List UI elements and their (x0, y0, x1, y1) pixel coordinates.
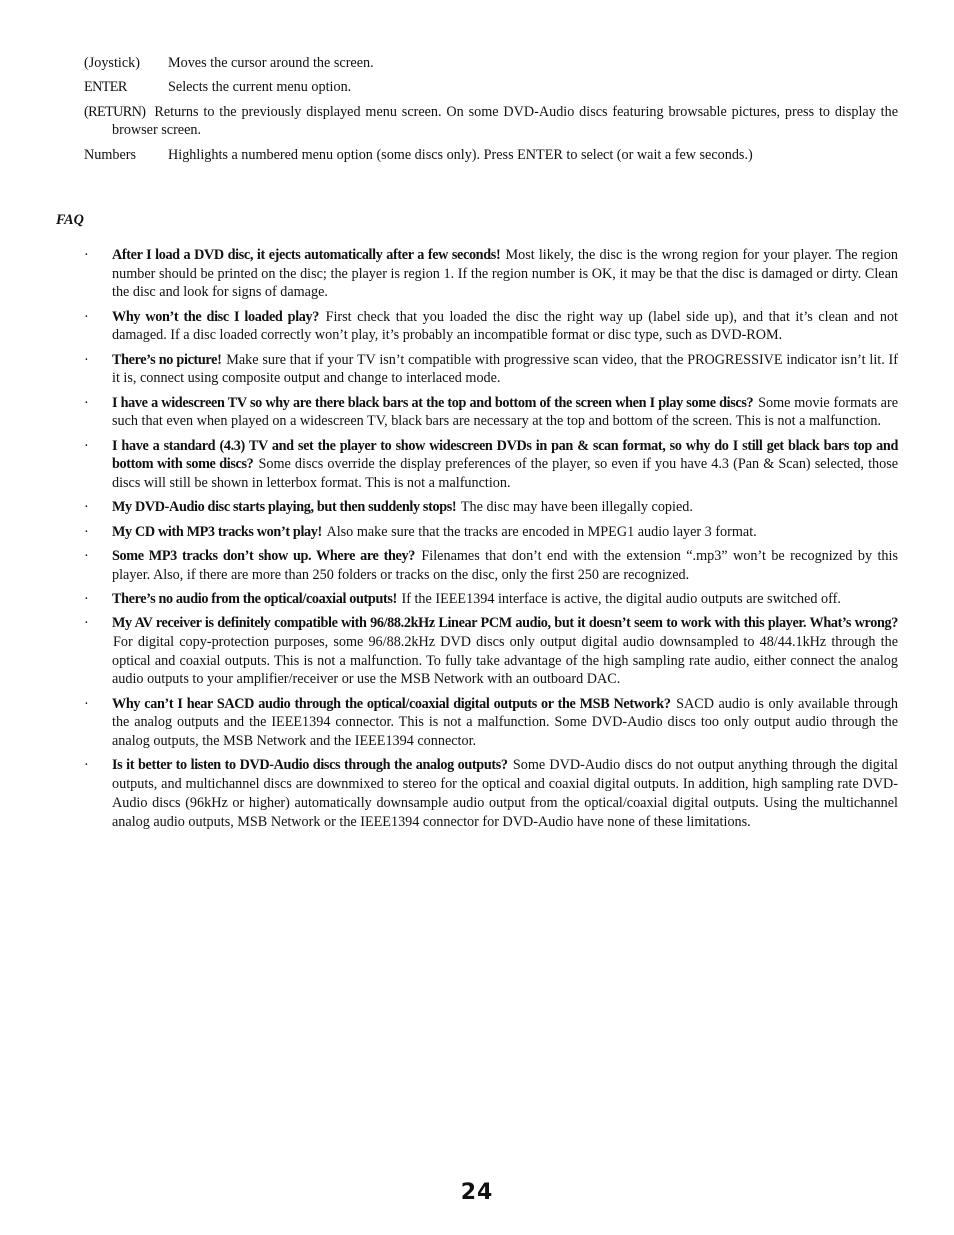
bullet-marker: · (84, 437, 89, 454)
control-description: Returns to the previously displayed menu screen. On some DVD-Audio discs featuring browsable pictures, press to display the browser screen. (112, 103, 898, 139)
bullet-marker: · (84, 247, 89, 263)
faq-item (84, 614, 898, 689)
faq-question: I have a standard (4.3) TV and set the player to show widescreen DVDs in pan & scan format, so why do I still get black bars top and bottom with some discs? (112, 437, 898, 473)
faq-answer: Make sure that if your TV isn’t compatible with progressive scan video, that the PROGRESSIVE indicator isn’t lit. If it is, connect using composite output and change to interlaced mode. (112, 351, 898, 387)
faq-item (84, 498, 898, 517)
control-row-enter (84, 78, 898, 97)
faq-answer: Some DVD-Audio discs do not output anything through the digital outputs, and multichannel discs are downmixed to stereo for the optical and coaxial digital outputs. In addition, high sampling rate DVD-Audio discs (96kHz or higher) automatically downsample audio output from the optical/coaxial digital outputs. Using the multichannel analog audio outputs, MSB Network or the IEEE1394 connector for DVD-Audio have none of these limitations. (112, 757, 898, 830)
bullet-marker: · (84, 591, 89, 607)
faq-answer: SACD audio is only available through the analog outputs and the IEEE1394 connector. This is not a malfunction. Some DVD-Audio discs too only output audio through the analog outputs, the MSB Network and the IEEE1394 connector. (112, 695, 899, 750)
faq-question: Why won’t the disc I loaded play? (112, 308, 320, 325)
faq-item (84, 246, 898, 302)
control-key: ENTER (84, 79, 127, 96)
bullet-marker: · (84, 308, 89, 325)
bullet-marker: · (84, 351, 89, 368)
faq-item (84, 437, 898, 493)
faq-answer: Some movie formats are such that even when played on a widescreen TV, black bars are necessary at the top and bottom of the screen. This is not a malfunction. (112, 394, 899, 430)
control-description: Highlights a numbered menu option (some discs only). Press ENTER to select (or wait a few seconds.) (168, 146, 753, 163)
faq-question: After I load a DVD disc, it ejects automatically after a few seconds! (112, 247, 501, 263)
faq-answer: If the IEEE1394 interface is active, the digital audio outputs are switched off. (401, 591, 841, 607)
faq-item (84, 547, 898, 584)
bullet-marker: · (84, 548, 89, 564)
bullet-marker: · (84, 695, 89, 712)
faq-item (84, 308, 898, 345)
control-row-return (84, 103, 898, 140)
faq-item (84, 523, 898, 542)
bullet-marker: · (84, 523, 89, 540)
faq-question: I have a widescreen TV so why are there black bars at the top and bottom of the screen when I play some discs? (112, 394, 754, 411)
control-key: Numbers (84, 146, 137, 163)
faq-item (84, 394, 898, 431)
faq-question: Is it better to listen to DVD-Audio discs through the analog outputs? (112, 757, 508, 774)
faq-item (84, 590, 898, 609)
faq-list (84, 246, 898, 837)
faq-answer: For digital copy-protection purposes, some 96/88.2kHz DVD discs only output digital audio downsampled to 48/44.1kHz through the optical and coaxial outputs. This is not a malfunction. To fully take advantage of the high sampling rate audio, either connect the analog audio outputs to your amplifier/receiver or use the MSB Network with an outboard DAC. (112, 634, 898, 688)
bullet-marker: · (84, 757, 89, 774)
faq-heading: FAQ (56, 212, 84, 228)
faq-item (84, 756, 898, 831)
bullet-marker: · (84, 499, 89, 516)
control-key: (Joystick) (84, 55, 140, 71)
faq-question: My DVD-Audio disc starts playing, but then suddenly stops! (112, 499, 457, 516)
control-description: Moves the cursor around the screen. (168, 55, 374, 71)
faq-question: My AV receiver is definitely compatible with 96/88.2kHz Linear PCM audio, but it doesn’t seem to work with this player. What’s wrong? (112, 615, 898, 632)
faq-question: Why can’t I hear SACD audio through the optical/coaxial digital outputs or the MSB Network? (112, 695, 671, 712)
faq-answer: The disc may have been illegally copied. (460, 499, 693, 516)
faq-item (84, 695, 898, 751)
bullet-marker: · (84, 615, 89, 632)
page-number: 24 (460, 1180, 494, 1205)
control-key: (RETURN) (84, 103, 146, 120)
remote-controls-list (84, 54, 898, 170)
control-description: Selects the current menu option. (168, 79, 352, 96)
faq-question: My CD with MP3 tracks won’t play! (112, 523, 322, 540)
faq-question: There’s no audio from the optical/coaxial outputs! (112, 591, 397, 607)
faq-question: Some MP3 tracks don’t show up. Where are they? (112, 548, 415, 564)
faq-question: There’s no picture! (112, 351, 222, 368)
faq-answer: Some discs override the display preferences of the player, so even if you have 4.3 (Pan & Scan) selected, those discs will still be shown in letterbox format. This is not a malfunction. (112, 456, 899, 492)
faq-item (84, 351, 898, 388)
faq-answer: Most likely, the disc is the wrong region for your player. The region number should be printed on the disc; the player is region 1. If the region number is OK, it may be that the disc is damaged or dirty. Clean the disc and look for signs of damage. (112, 247, 899, 301)
control-row-numbers (84, 146, 898, 165)
faq-answer: Filenames that don’t end with the extension “.mp3” won’t be recognized by this player. Also, if there are more than 250 folders or tracks on the disc, only the first 250 are recognized. (112, 548, 898, 583)
faq-answer: Also make sure that the tracks are encoded in MPEG1 audio layer 3 format. (326, 523, 757, 540)
control-row-joystick (84, 54, 898, 73)
bullet-marker: · (84, 394, 89, 411)
faq-answer: First check that you loaded the disc the right way up (label side up), and that it’s clean and not damaged. If a disc loaded correctly won’t play, it’s probably an incompatible format or disc type, such as DVD-ROM. (112, 308, 898, 344)
